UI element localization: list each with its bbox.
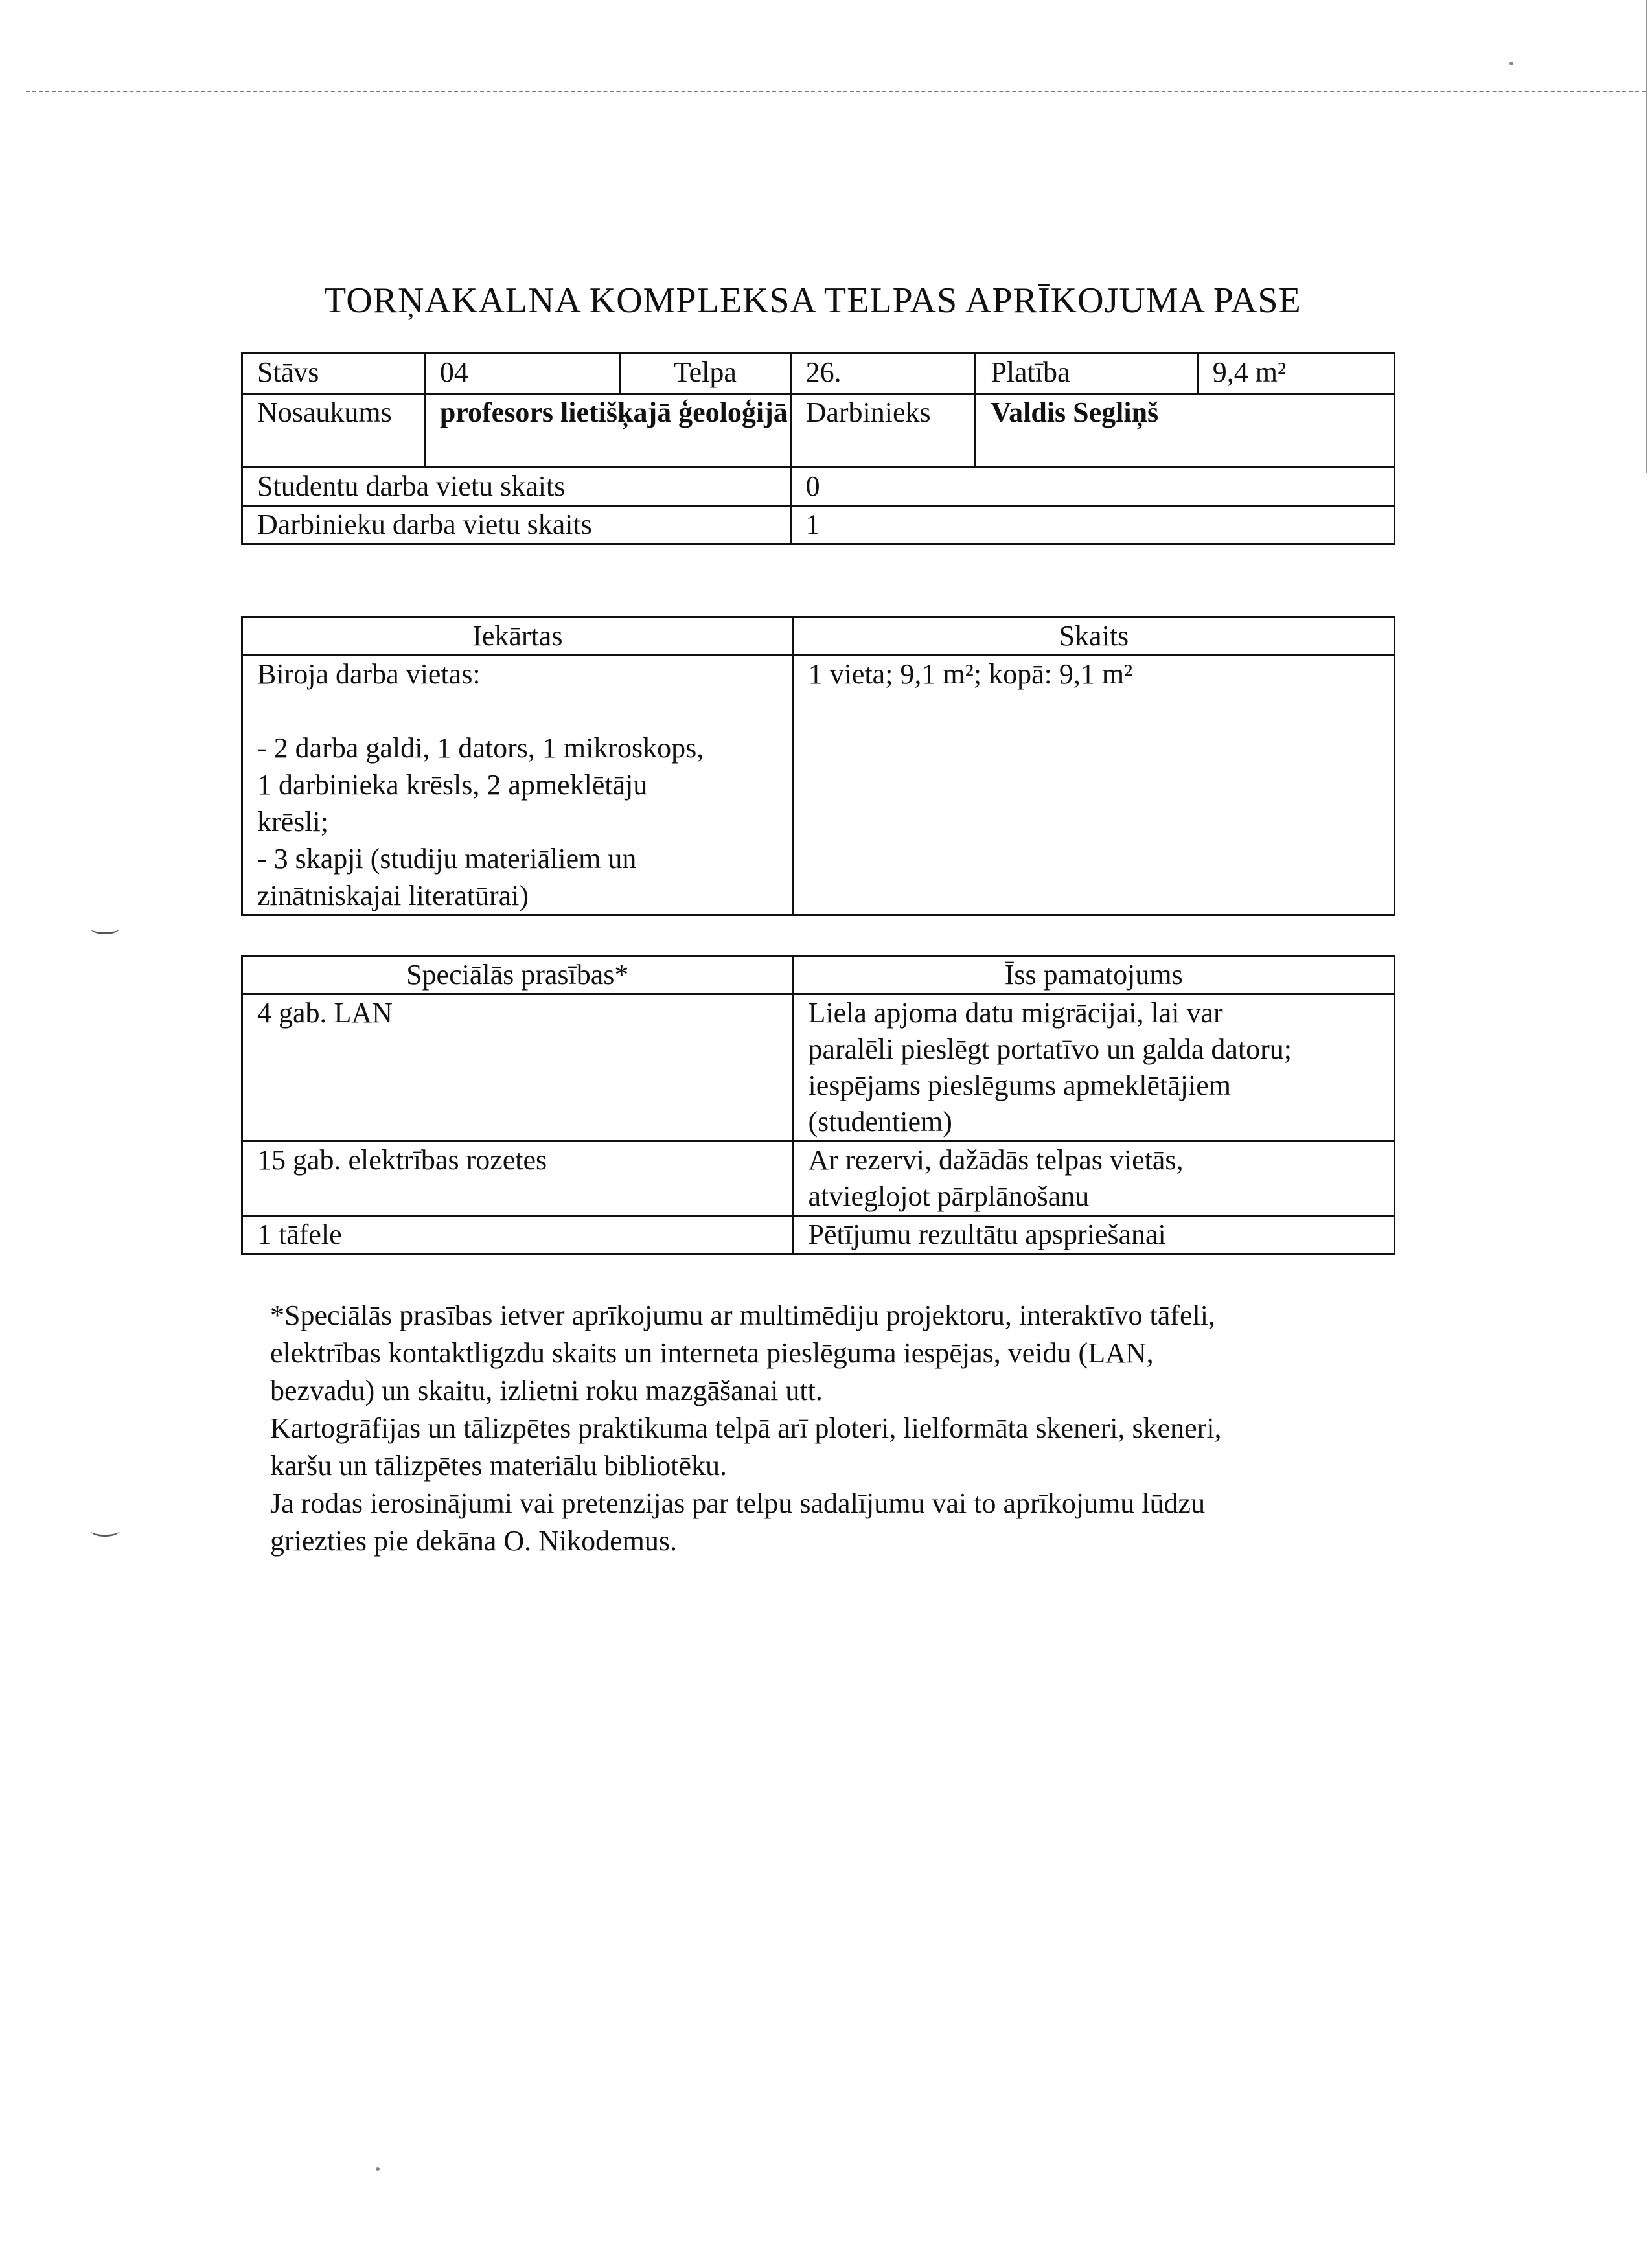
requirement-cell: 15 gab. elektrības rozetes: [242, 1141, 793, 1216]
floor-label: Stāvs: [242, 354, 425, 394]
scan-margin-mark: [91, 923, 119, 934]
floor-value: 04: [424, 354, 619, 394]
employee-value: Valdis Segliņš: [976, 394, 1395, 468]
staff-seats-value: 1: [790, 506, 1394, 544]
staff-seats-label: Darbinieku darba vietu skaits: [242, 506, 791, 544]
student-seats-value: 0: [790, 468, 1394, 506]
list-item: zinātniskajai literatūrai): [257, 880, 529, 911]
equipment-cell: [242, 656, 794, 915]
justification-line: Pētījumu rezultātu apspriešanai: [808, 1219, 1166, 1250]
scan-right-edge-line: [1646, 0, 1647, 473]
footnote-line: griezties pie dekāna O. Nikodemus.: [270, 1525, 678, 1557]
footnote-line: elektrības kontaktligzdu skaits un interneta pieslēguma iespējas, veidu (LAN,: [270, 1337, 1154, 1369]
justification-cell: [793, 994, 1395, 1141]
student-seats-label: Studentu darba vietu skaits: [242, 468, 791, 506]
justification-cell: [793, 1216, 1395, 1254]
footnote-line: Kartogrāfijas un tālizpētes praktikuma telpā arī ploteri, lielformāta skeneri, skeneri,: [270, 1412, 1222, 1444]
equipment-count: 1 vieta; 9,1 m²; kopā: 9,1 m²: [793, 656, 1394, 915]
column-header: Īss pamatojums: [793, 956, 1395, 994]
justification-line: paralēli pieslēgt portatīvo un galda datoru;: [808, 1033, 1292, 1065]
document-title: TORŅAKALNA KOMPLEKSA TELPAS APRĪKOJUMA PASE: [324, 281, 1302, 321]
column-header: Skaits: [793, 617, 1394, 656]
column-header: Iekārtas: [242, 617, 794, 656]
equipment-title: Biroja darba vietas:: [257, 658, 481, 690]
area-label: Platība: [976, 354, 1197, 394]
justification-cell: [793, 1141, 1395, 1216]
table-row: [242, 1216, 1395, 1254]
footnote: [270, 1297, 1397, 1560]
scan-speck: [376, 2167, 380, 2171]
justification-line: Liela apjoma datu migrācijai, lai var: [808, 997, 1223, 1029]
list-item: - 3 skapji (studiju materiāliem un: [257, 843, 637, 875]
table-row: [242, 354, 1395, 394]
area-value: 9,4 m²: [1197, 354, 1394, 394]
room-value: 26.: [790, 354, 976, 394]
scan-top-dashed-line: [26, 91, 1646, 92]
scan-margin-mark: [91, 1526, 119, 1537]
justification-line: iespējams pieslēgums apmeklētājiem: [808, 1070, 1231, 1101]
footnote-line: Ja rodas ierosinājumi vai pretenzijas par telpu sadalījumu vai to aprīkojumu lūdzu: [270, 1487, 1206, 1519]
column-header: Speciālās prasības*: [242, 956, 793, 994]
justification-line: Ar rezervi, dažādās telpas vietās,: [808, 1144, 1184, 1176]
requirement-cell: 4 gab. LAN: [242, 994, 793, 1141]
footnote-line: karšu un tālizpētes materiālu bibliotēku.: [270, 1450, 728, 1482]
room-info-table: [241, 352, 1395, 545]
list-item: 1 darbinieka krēsls, 2 apmeklētāju: [257, 769, 648, 801]
list-item: krēsli;: [257, 806, 328, 838]
table-row: [242, 506, 1395, 544]
room-label: Telpa: [620, 354, 790, 394]
employee-label: Darbinieks: [790, 394, 976, 468]
table-row: [242, 394, 1395, 468]
name-value: profesors lietišķajā ģeoloģijā: [424, 394, 790, 468]
scan-speck: [1509, 62, 1513, 65]
table-row: [242, 1141, 1395, 1216]
justification-line: atvieglojot pārplānošanu: [808, 1180, 1090, 1212]
table-row: [242, 656, 1395, 915]
name-label: Nosaukums: [242, 394, 425, 468]
list-item: - 2 darba galdi, 1 dators, 1 mikroskops,: [257, 732, 704, 764]
equipment-list: [257, 729, 792, 914]
requirement-cell: 1 tāfele: [242, 1216, 793, 1254]
footnote-line: *Speciālās prasības ietver aprīkojumu ar multimēdiju projektoru, interaktīvo tāfeli,: [270, 1300, 1215, 1331]
table-row: [242, 468, 1395, 506]
table-header-row: [242, 617, 1395, 656]
equipment-table: [241, 616, 1395, 916]
table-header-row: [242, 956, 1395, 994]
footnote-line: bezvadu) un skaitu, izlietni roku mazgāšanai utt.: [270, 1375, 823, 1406]
justification-line: (studentiem): [808, 1106, 952, 1138]
table-row: [242, 994, 1395, 1141]
requirements-table: [241, 955, 1395, 1255]
